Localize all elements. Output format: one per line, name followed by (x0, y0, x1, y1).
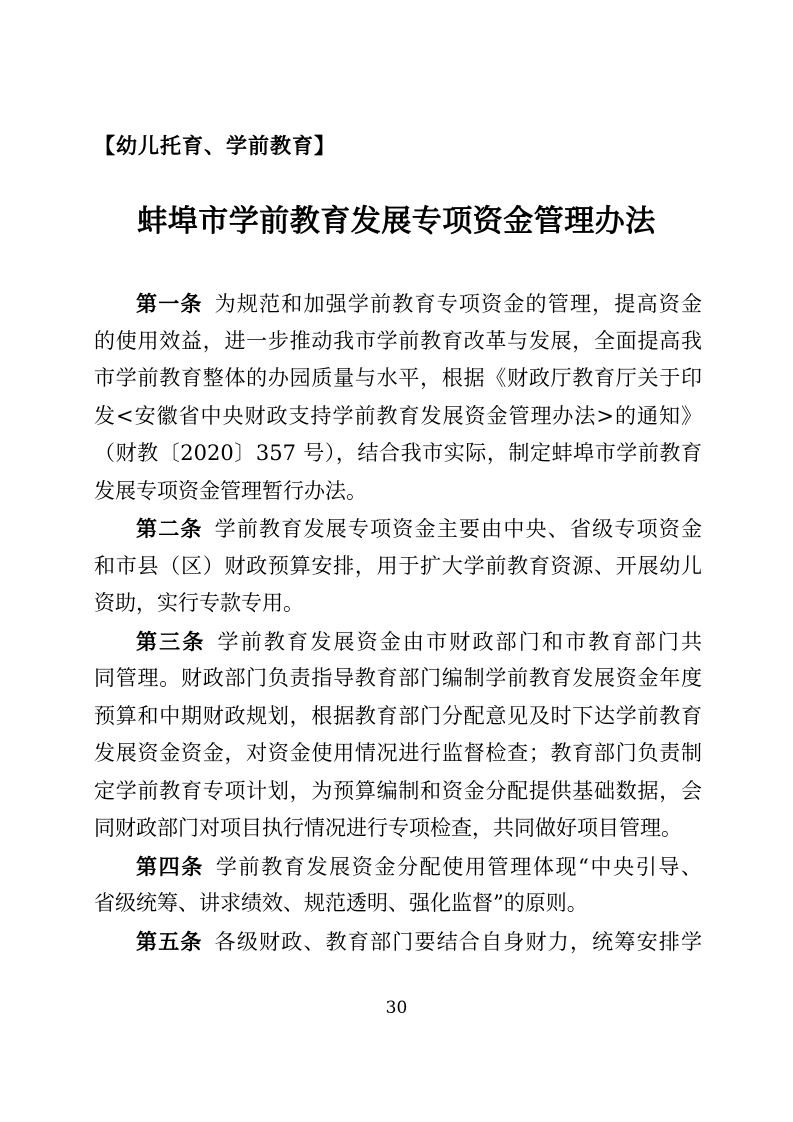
paragraph-3-line-4: 发展资金资金，对资金使用情况进行监督检查；教育部门负责制 (94, 741, 702, 765)
page-number: 30 (385, 998, 408, 1018)
paragraph-3-line-2: 同管理。财政部门负责指导教育部门编制学前教育发展资金年度 (94, 666, 702, 690)
document-title: 蚌埠市学前教育发展专项资金管理办法 (137, 204, 656, 239)
paragraph-4-line-1 (94, 848, 702, 886)
paragraph-3-line-5: 定学前教育专项计划，为预算编制和资金分配提供基础数据，会 (94, 778, 702, 803)
document-body (94, 285, 702, 960)
paragraph-1-line-5: （财教〔2020〕357 号），结合我市实际，制定蚌埠市学前教育 (94, 441, 702, 465)
paragraph-1-line-1 (94, 285, 702, 323)
paragraph-text: 学前教育发展资金分配使用管理体现“中央引导、 (215, 854, 702, 879)
paragraph-text: 为规范和加强学前教育专项资金的管理，提高资金 (214, 292, 702, 316)
paragraph-3-line-3: 预算和中期财政规划，根据教育部门分配意见及时下达学前教育 (94, 703, 702, 728)
paragraph-3-line-1 (94, 623, 702, 661)
paragraph-text: 各级财政、教育部门要结合自身财力，统筹安排学 (214, 929, 702, 954)
paragraph-2-line-2: 和市县（区）财政预算安排，用于扩大学前教育资源、开展幼儿 (94, 553, 702, 578)
article-number-label: 第三条 (136, 628, 206, 654)
paragraph-text: 学前教育发展资金由市财政部门和市教育部门共 (217, 629, 702, 654)
paragraph-1-line-2: 的使用效益，进一步推动我市学前教育改革与发展，全面提高我 (94, 328, 702, 353)
paragraph-1-line-4: 发<安徽省中央财政支持学前教育发展资金管理办法>的通知》 (94, 403, 702, 428)
paragraph-text: 学前教育发展专项资金主要由中央、省级专项资金 (214, 517, 702, 541)
article-number-label: 第二条 (136, 516, 203, 541)
paragraph-2-line-3: 资助，实行专款专用。 (94, 591, 304, 615)
paragraph-5-line-1 (94, 923, 702, 961)
article-number-label: 第四条 (136, 853, 204, 879)
article-number-label: 第一条 (136, 291, 203, 316)
paragraph-4-line-2: 省级统筹、讲求绩效、规范透明、强化监督”的原则。 (94, 891, 588, 915)
paragraph-1-line-6: 发展专项资金管理暂行办法。 (94, 478, 367, 503)
paragraph-2-line-1 (94, 510, 702, 548)
paragraph-3-line-6: 同财政部门对项目执行情况进行专项检查，共同做好项目管理。 (94, 816, 682, 840)
section-header: 【幼儿托育、学前教育】 (94, 135, 336, 158)
paragraph-1-line-3: 市学前教育整体的办园质量与水平，根据《财政厅教育厅关于印 (94, 366, 702, 390)
article-number-label: 第五条 (136, 928, 203, 954)
